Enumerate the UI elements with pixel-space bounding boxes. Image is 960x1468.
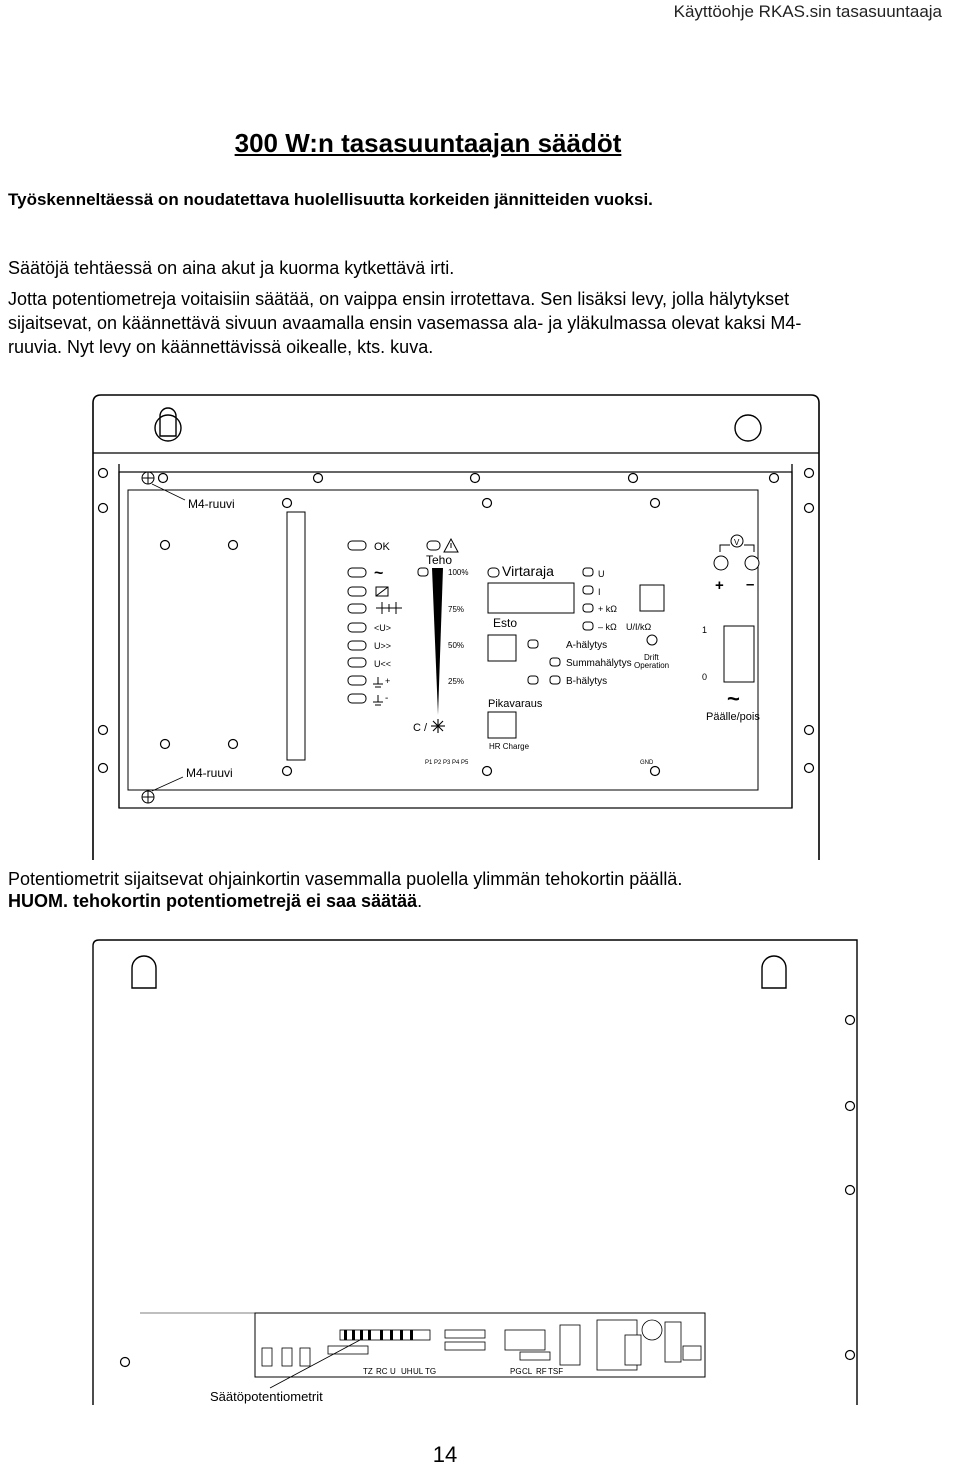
pot-label-u: U xyxy=(390,1367,396,1376)
ground-plus-icon xyxy=(373,677,383,687)
virtaraja-display xyxy=(488,583,574,613)
led-label-minus: - xyxy=(385,693,389,704)
ground-minus-icon xyxy=(373,695,383,705)
pikavaraus-button[interactable] xyxy=(488,712,516,738)
power-level-50: 50% xyxy=(448,641,465,650)
drift-label: Drift xyxy=(644,653,659,662)
i-label: I xyxy=(598,587,601,597)
pot-label-tz: TZ xyxy=(363,1367,373,1376)
label-pg: PG xyxy=(510,1367,522,1376)
mains-switch[interactable] xyxy=(724,626,754,682)
label-cl: CL xyxy=(522,1367,533,1376)
virtaraja-label: Virtaraja xyxy=(502,563,554,579)
terminal-plus xyxy=(714,556,728,570)
label-rf: RF xyxy=(536,1367,547,1376)
figure-front-panel xyxy=(0,390,960,862)
led-label-u-low: U<< xyxy=(374,659,392,669)
plus-sign: + xyxy=(715,577,724,594)
hr-charge-label: HR Charge xyxy=(489,742,530,751)
pot-label-tg: TG xyxy=(425,1367,437,1376)
ac-symbol: ~ xyxy=(727,686,740,711)
b-alarm-label: B-hälytys xyxy=(566,676,608,687)
a-alarm-label: A-hälytys xyxy=(566,640,608,651)
sum-alarm-label: Summahälytys xyxy=(566,658,632,669)
callout-label: Säätöpotentiometrit xyxy=(210,1389,323,1404)
esto-label: Esto xyxy=(493,616,518,630)
gnd-label: GND xyxy=(640,760,654,766)
paragraph-warning-end: . xyxy=(417,891,423,911)
warning-text: Työskenneltäessä on noudatettava huolellisuutta korkeiden jännitteiden vuoksi. xyxy=(8,190,653,209)
pikavaraus-label: Pikavaraus xyxy=(488,698,543,710)
operation-label: Operation xyxy=(634,661,670,670)
paragraph-safety: Säätöjä tehtäessä on aina akut ja kuorma kytkettävä irti. xyxy=(8,258,455,278)
warning-triangle-icon xyxy=(444,539,458,552)
terminal-minus xyxy=(745,556,759,570)
mains-label: Päälle/pois xyxy=(706,711,760,723)
switch-on-label: 1 xyxy=(702,625,708,635)
power-level-25: 25% xyxy=(448,677,465,686)
keyhole-slot-left-2 xyxy=(132,956,156,988)
power-level-75: 75% xyxy=(448,605,465,614)
pot-label-ul: UL xyxy=(413,1367,424,1376)
keyhole-slot-right-2 xyxy=(762,956,786,988)
power-label: Teho xyxy=(426,553,453,567)
pot-label-uh: UH xyxy=(401,1367,413,1376)
sun-icon xyxy=(431,719,445,733)
document-header-title: Käyttöohje RKAS.sin tasasuuntaaja xyxy=(673,2,942,21)
c-label: C / xyxy=(413,722,428,734)
switch-off-label: 0 xyxy=(702,672,708,682)
m4-screw-label-bottom: M4-ruuvi xyxy=(186,766,233,780)
led-label-u-avg: <U> xyxy=(374,623,392,633)
paragraph-potentiometers-main: Potentiometrit sijaitsevat ohjainkortin vasemmalla puolella ylimmän tehokortin päällä. xyxy=(8,869,683,889)
pot-label-rc: RC xyxy=(376,1367,388,1376)
figure-internal-view xyxy=(0,936,960,1420)
volt-symbol: V xyxy=(734,538,740,547)
label-tsf: TSF xyxy=(548,1367,564,1376)
minus-sign: – xyxy=(746,576,755,593)
led-label-plus: + xyxy=(385,676,391,686)
select-button[interactable] xyxy=(640,585,664,611)
battery-icon xyxy=(376,587,402,614)
paragraph-potentiometers xyxy=(8,868,908,912)
m4-screw-label-top: M4-ruuvi xyxy=(188,497,235,511)
led-label-tilde: ~ xyxy=(374,565,384,582)
power-scale-bar xyxy=(432,568,443,715)
u-label: U xyxy=(598,569,605,579)
keyhole-slot-right xyxy=(735,415,761,441)
plus-kohm-label: + kΩ xyxy=(598,604,617,614)
uik-label: U/I/kΩ xyxy=(626,622,652,632)
keyhole-slot-left xyxy=(155,408,181,441)
page-number: 14 xyxy=(432,1442,458,1467)
led-label-u-high: U>> xyxy=(374,641,392,651)
section-title: 300 W:n tasasuuntaajan säädöt xyxy=(234,128,622,158)
paragraph-warning-bold: HUOM. tehokortin potentiometrejä ei saa säätää xyxy=(8,891,418,911)
esto-button[interactable] xyxy=(488,635,516,661)
led-label-ok: OK xyxy=(374,541,390,553)
power-level-100: 100% xyxy=(448,568,469,577)
pots-label: P1 P2 P3 P4 P5 xyxy=(425,760,469,766)
paragraph-instructions: Jotta potentiometreja voitaisiin säätää, on vaippa ensin irrotettava. Sen lisäksi levy, jolla hälytykset sijaitsevat, on käännettävä sivuun avaamalla ensin vasemassa ala- ja yläkulmassa olevat kaksi M4-ruuvia. Nyt levy on käännettävissä oikealle, kts. kuva. xyxy=(8,289,802,357)
minus-kohm-label: – kΩ xyxy=(598,622,617,632)
